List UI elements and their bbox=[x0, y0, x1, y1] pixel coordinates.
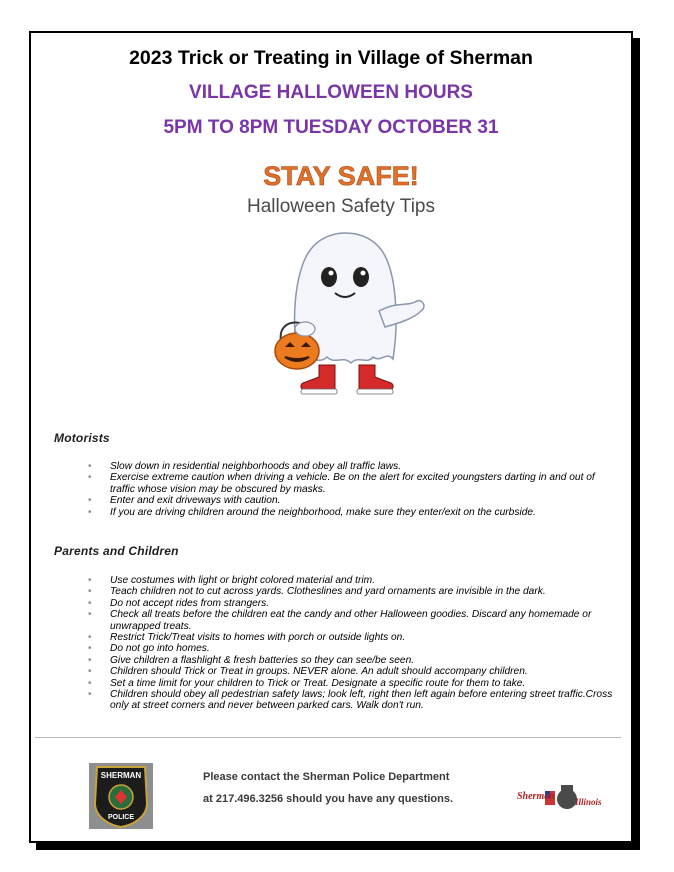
list-item: • Exercise extreme caution when driving a vehicle. Be on the alert for excited youngsters darting in and out of traffic whose vision may be obscured by masks. bbox=[88, 472, 595, 495]
bullet-icon: • bbox=[88, 643, 92, 655]
bullet-icon: • bbox=[88, 632, 92, 644]
police-badge-icon bbox=[89, 763, 153, 829]
bullet-icon: • bbox=[88, 609, 92, 621]
bullet-icon: • bbox=[88, 597, 92, 609]
sneaker-right-icon bbox=[359, 365, 393, 391]
halloween-date-time: 5PM TO 8PM TUESDAY OCTOBER 31 bbox=[163, 117, 499, 138]
list-item: • Teach children not to cut across yards. Clotheslines and yard ornaments are invisible in the dark. bbox=[88, 586, 546, 598]
contact-line-1: Please contact the Sherman Police Department bbox=[203, 771, 450, 783]
list-item: • Children should Trick or Treat in groups. NEVER alone. An adult should accompany children. bbox=[88, 666, 528, 678]
list-item: • Children should obey all pedestrian safety laws; look left, right then left again before entering street traffic.Cross only at street corners and never between parked cars. Walk don't run. bbox=[88, 689, 613, 712]
list-item: • Restrict Trick/Treat visits to homes with porch or outside lights on. bbox=[88, 632, 406, 644]
parents-children-heading: Parents and Children bbox=[54, 544, 179, 558]
list-item: • Use costumes with light or bright colored material and trim. bbox=[88, 575, 375, 586]
list-item: • Set a time limit for your children to Trick or Treat. Designate a specific route for them to take. bbox=[88, 677, 526, 689]
list-item: • Do not accept rides from strangers. bbox=[88, 597, 270, 609]
bullet-icon: • bbox=[88, 689, 92, 701]
svg-text:POLICE: POLICE bbox=[107, 814, 135, 821]
bullet-icon: • bbox=[88, 575, 92, 586]
bullet-icon: • bbox=[88, 586, 92, 598]
list-item: • Slow down in residential neighborhoods and obey all traffic laws. bbox=[88, 461, 402, 472]
ghost-eye-right-icon bbox=[353, 267, 369, 287]
list-item: • Do not go into homes. bbox=[88, 643, 210, 655]
svg-text:Illinois: Illinois bbox=[575, 797, 602, 807]
bullet-icon: • bbox=[88, 506, 92, 518]
flyer-page bbox=[29, 31, 633, 843]
svg-text:SHERMAN: SHERMAN bbox=[100, 771, 142, 780]
bullet-icon: • bbox=[88, 654, 92, 666]
sneaker-left-icon bbox=[301, 365, 335, 391]
list-item: • Give children a flashlight & fresh batteries so they can see/be seen. bbox=[88, 654, 415, 666]
halloween-hours-heading: VILLAGE HALLOWEEN HOURS bbox=[189, 82, 473, 103]
bullet-icon: • bbox=[88, 461, 92, 472]
stay-safe-text: STAY SAFE! bbox=[263, 161, 419, 191]
list-item: • Check all treats before the children eat the candy and other Halloween goodies. Discard any homemade or unwrapped treats. bbox=[88, 609, 592, 632]
ghost-eye-left-icon bbox=[321, 267, 337, 287]
page-title: 2023 Trick or Treating in Village of Sherman bbox=[129, 47, 533, 69]
bullet-icon: • bbox=[88, 677, 92, 689]
contact-info bbox=[203, 766, 503, 810]
safety-tips-text: Halloween Safety Tips bbox=[247, 196, 435, 217]
parents-children-tips-list bbox=[86, 575, 616, 712]
pumpkin-bucket-icon bbox=[275, 333, 319, 369]
list-item: • Enter and exit driveways with caution. bbox=[88, 495, 281, 507]
sherman-illinois-logo bbox=[515, 769, 611, 825]
footer-divider bbox=[35, 737, 621, 738]
bullet-icon: • bbox=[88, 666, 92, 678]
stay-safe-ghost-illustration bbox=[221, 151, 461, 401]
motorists-tips-list bbox=[86, 461, 616, 518]
list-item: • If you are driving children around the neighborhood, make sure they enter/exit on the curbside. bbox=[88, 506, 536, 518]
svg-text:Sherman: Sherman bbox=[517, 791, 555, 802]
motorists-heading: Motorists bbox=[54, 431, 110, 445]
bullet-icon: • bbox=[88, 472, 92, 484]
bullet-icon: • bbox=[88, 495, 92, 507]
contact-line-2: at 217.496.3256 should you have any questions. bbox=[203, 793, 454, 805]
